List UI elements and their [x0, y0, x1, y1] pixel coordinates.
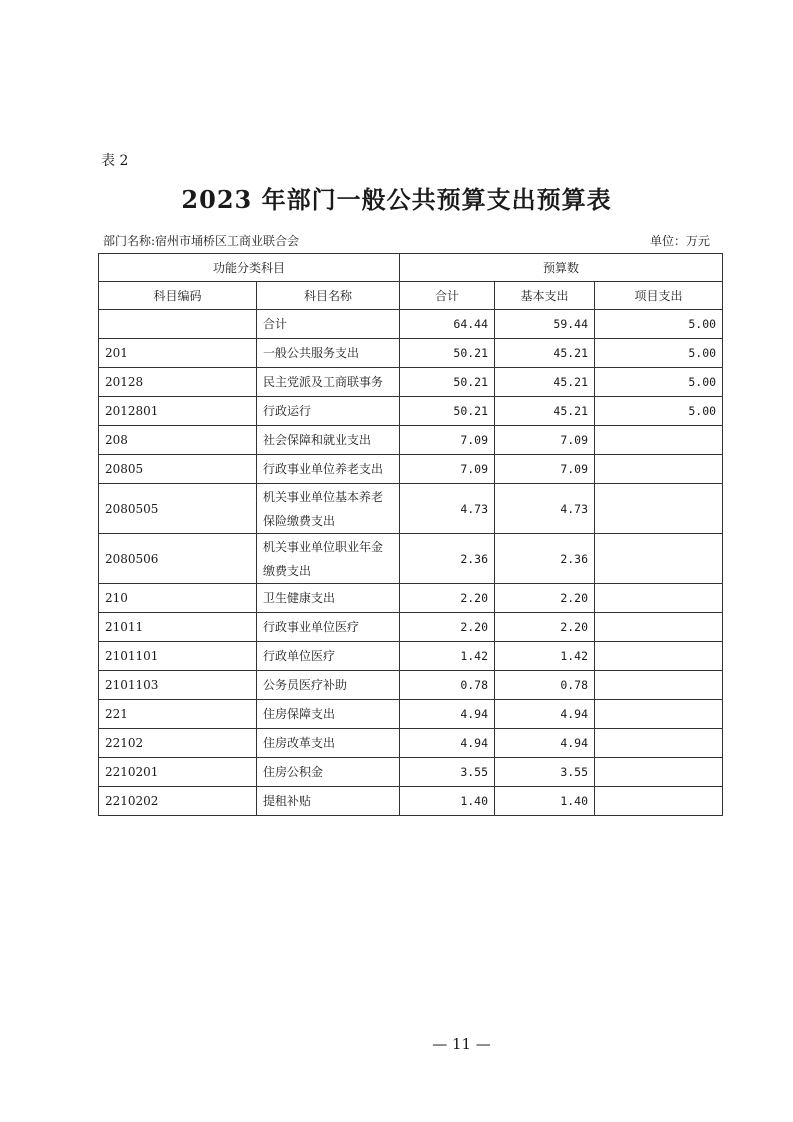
- cell-code: 2210201: [99, 758, 257, 787]
- cell-code: 2101101: [99, 642, 257, 671]
- header-code: 科目编码: [99, 282, 257, 310]
- table-row: [99, 484, 723, 534]
- cell-project: [595, 729, 723, 758]
- cell-code: 20805: [99, 455, 257, 484]
- cell-name: 合计: [257, 310, 400, 339]
- cell-name: 行政单位医疗: [257, 642, 400, 671]
- cell-basic: 7.09: [495, 455, 595, 484]
- cell-project: [595, 484, 723, 534]
- cell-project: [595, 671, 723, 700]
- table-row: [99, 339, 723, 368]
- header-project: 项目支出: [595, 282, 723, 310]
- table-label: 表 2: [101, 153, 129, 169]
- cell-total: 1.42: [400, 642, 495, 671]
- table-row: [99, 787, 723, 816]
- table-row: [99, 642, 723, 671]
- cell-name: 行政事业单位养老支出: [257, 455, 400, 484]
- cell-name: 住房保障支出: [257, 700, 400, 729]
- cell-code: 22102: [99, 729, 257, 758]
- cell-project: [595, 700, 723, 729]
- table-row: [99, 310, 723, 339]
- cell-basic: 4.94: [495, 729, 595, 758]
- cell-name: 机关事业单位基本养老保险缴费支出: [257, 484, 400, 534]
- page-number: — 11 —: [432, 1035, 491, 1053]
- table-row: [99, 455, 723, 484]
- cell-basic: 59.44: [495, 310, 595, 339]
- cell-total: 64.44: [400, 310, 495, 339]
- cell-project: [595, 534, 723, 584]
- cell-project: [595, 758, 723, 787]
- cell-basic: 4.73: [495, 484, 595, 534]
- table-row: [99, 671, 723, 700]
- cell-basic: 2.20: [495, 613, 595, 642]
- cell-basic: 2.20: [495, 584, 595, 613]
- table-row: [99, 397, 723, 426]
- cell-code: 2080505: [99, 484, 257, 534]
- cell-total: 50.21: [400, 397, 495, 426]
- cell-name: 住房改革支出: [257, 729, 400, 758]
- table-row: [99, 700, 723, 729]
- page-title: 2023 年部门一般公共预算支出预算表: [181, 185, 612, 214]
- cell-name: 社会保障和就业支出: [257, 426, 400, 455]
- cell-code: 221: [99, 700, 257, 729]
- cell-basic: 45.21: [495, 368, 595, 397]
- cell-basic: 7.09: [495, 426, 595, 455]
- cell-name: 行政事业单位医疗: [257, 613, 400, 642]
- table-row: [99, 534, 723, 584]
- cell-total: 50.21: [400, 368, 495, 397]
- cell-total: 2.20: [400, 584, 495, 613]
- budget-table: [98, 253, 723, 816]
- cell-name: 一般公共服务支出: [257, 339, 400, 368]
- cell-basic: 4.94: [495, 700, 595, 729]
- cell-total: 1.40: [400, 787, 495, 816]
- cell-project: [595, 642, 723, 671]
- cell-total: 0.78: [400, 671, 495, 700]
- cell-basic: 0.78: [495, 671, 595, 700]
- cell-basic: 1.42: [495, 642, 595, 671]
- table-row: [99, 368, 723, 397]
- table-row: [99, 729, 723, 758]
- cell-name: 住房公积金: [257, 758, 400, 787]
- cell-project: [595, 613, 723, 642]
- cell-total: 7.09: [400, 426, 495, 455]
- header-name: 科目名称: [257, 282, 400, 310]
- header-budget-amount: 预算数: [400, 254, 723, 282]
- cell-code: 2210202: [99, 787, 257, 816]
- cell-project: [595, 584, 723, 613]
- cell-code: 201: [99, 339, 257, 368]
- cell-project: [595, 426, 723, 455]
- cell-code: 2101103: [99, 671, 257, 700]
- cell-code: 20128: [99, 368, 257, 397]
- cell-total: 4.94: [400, 729, 495, 758]
- cell-project: [595, 787, 723, 816]
- cell-total: 4.94: [400, 700, 495, 729]
- cell-total: 3.55: [400, 758, 495, 787]
- cell-total: 50.21: [400, 339, 495, 368]
- cell-total: 2.36: [400, 534, 495, 584]
- header-function-category: 功能分类科目: [99, 254, 400, 282]
- department-name: 部门名称:宿州市埇桥区工商业联合会: [103, 234, 300, 248]
- cell-code: 210: [99, 584, 257, 613]
- cell-name: 机关事业单位职业年金缴费支出: [257, 534, 400, 584]
- cell-project: 5.00: [595, 397, 723, 426]
- cell-code: 21011: [99, 613, 257, 642]
- cell-project: 5.00: [595, 310, 723, 339]
- cell-basic: 45.21: [495, 397, 595, 426]
- cell-name: 行政运行: [257, 397, 400, 426]
- table-body: [99, 310, 723, 816]
- table-row: [99, 426, 723, 455]
- table-row: [99, 758, 723, 787]
- cell-name: 公务员医疗补助: [257, 671, 400, 700]
- table-row: [99, 613, 723, 642]
- table-row: [99, 584, 723, 613]
- cell-name: 提租补贴: [257, 787, 400, 816]
- cell-project: 5.00: [595, 368, 723, 397]
- cell-project: 5.00: [595, 339, 723, 368]
- cell-code: [99, 310, 257, 339]
- cell-basic: 45.21: [495, 339, 595, 368]
- header-basic: 基本支出: [495, 282, 595, 310]
- header-total: 合计: [400, 282, 495, 310]
- cell-basic: 1.40: [495, 787, 595, 816]
- cell-name: 卫生健康支出: [257, 584, 400, 613]
- cell-total: 4.73: [400, 484, 495, 534]
- cell-code: 208: [99, 426, 257, 455]
- cell-code: 2012801: [99, 397, 257, 426]
- cell-code: 2080506: [99, 534, 257, 584]
- cell-project: [595, 455, 723, 484]
- unit-label: 单位：万元: [650, 234, 711, 248]
- cell-total: 2.20: [400, 613, 495, 642]
- cell-basic: 2.36: [495, 534, 595, 584]
- cell-basic: 3.55: [495, 758, 595, 787]
- cell-total: 7.09: [400, 455, 495, 484]
- cell-name: 民主党派及工商联事务: [257, 368, 400, 397]
